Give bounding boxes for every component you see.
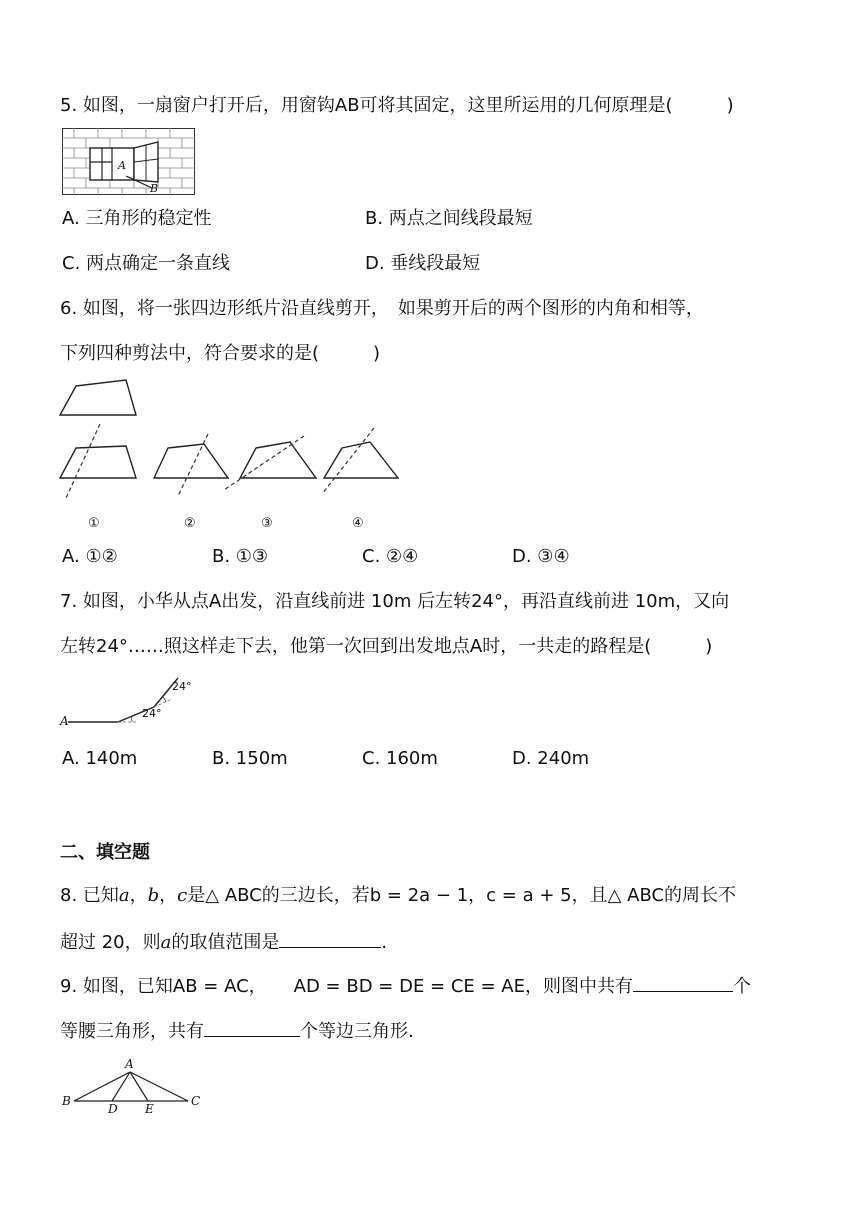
q7-stem-line2: 左转24°……照这样走下去，他第一次回到出发地点A时，一共走的路程是( ) (60, 636, 713, 657)
q9-label-c: C (191, 1094, 201, 1108)
q9-label-a: A (125, 1057, 134, 1071)
q6-label-1: ① (88, 516, 100, 531)
q8-line1: 8. 已知a，b，c是△ ABC的三边长，若b = 2a − 1，c = a + 5，且△ ABC的周长不 (60, 885, 737, 906)
q6-stem-line1: 6. 如图，将一张四边形纸片沿直线剪开， 如果剪开后的两个图形的内角和相等， (60, 298, 704, 319)
q7-option-d: D. 240m (512, 748, 590, 769)
q5-label-b: B (150, 182, 159, 195)
q9-line2: 等腰三角形，共有 个等边三角形. (60, 1018, 414, 1044)
section-title: 二、填空题 (60, 842, 150, 863)
q8-line2: 超过 20，则a的取值范围是 . (60, 929, 387, 955)
q5-option-c: C. 两点确定一条直线 (62, 253, 231, 274)
q5-option-d: D. 垂线段最短 (365, 253, 481, 274)
q6-option-a: A. ①② (62, 546, 118, 567)
q6-option-b: B. ①③ (212, 546, 269, 567)
q6-stem-line2: 下列四种剪法中，符合要求的是( ) (60, 343, 381, 364)
q6-option-d: D. ③④ (512, 546, 570, 567)
q6-figure (58, 380, 404, 500)
q9-triangle-figure (72, 1068, 192, 1104)
q9-label-d: D (108, 1102, 118, 1116)
q5-stem: 5. 如图，一扇窗户打开后，用窗钩AB可将其固定，这里所运用的几何原理是( ) (60, 95, 734, 116)
q9-label-e: E (145, 1102, 154, 1116)
q5-label-a: A (118, 159, 126, 172)
q7-angle-1: 24° (142, 707, 162, 720)
q6-option-c: C. ②④ (362, 546, 419, 567)
q5-window-figure (62, 128, 196, 196)
q9-isosceles-blank[interactable] (633, 973, 733, 992)
q5-option-b: B. 两点之间线段最短 (365, 208, 533, 229)
q6-label-2: ② (184, 516, 196, 531)
q8-answer-blank[interactable] (279, 929, 381, 948)
q7-stem-line1: 7. 如图，小华从点A出发，沿直线前进 10m 后左转24°，再沿直线前进 10m，又向 (60, 591, 730, 612)
q7-angle-2: 24° (172, 680, 192, 693)
q7-label-a: A (60, 714, 69, 728)
q7-option-c: C. 160m (362, 748, 438, 769)
q6-label-4: ④ (352, 516, 364, 531)
q5-option-a: A. 三角形的稳定性 (62, 208, 212, 229)
q9-label-b: B (62, 1094, 71, 1108)
q6-label-3: ③ (261, 516, 273, 531)
q7-option-b: B. 150m (212, 748, 288, 769)
q9-equilateral-blank[interactable] (204, 1018, 300, 1037)
q7-option-a: A. 140m (62, 748, 138, 769)
q9-line1: 9. 如图，已知AB = AC， AD = BD = DE = CE = AE，则图中共有 个 (60, 973, 751, 999)
